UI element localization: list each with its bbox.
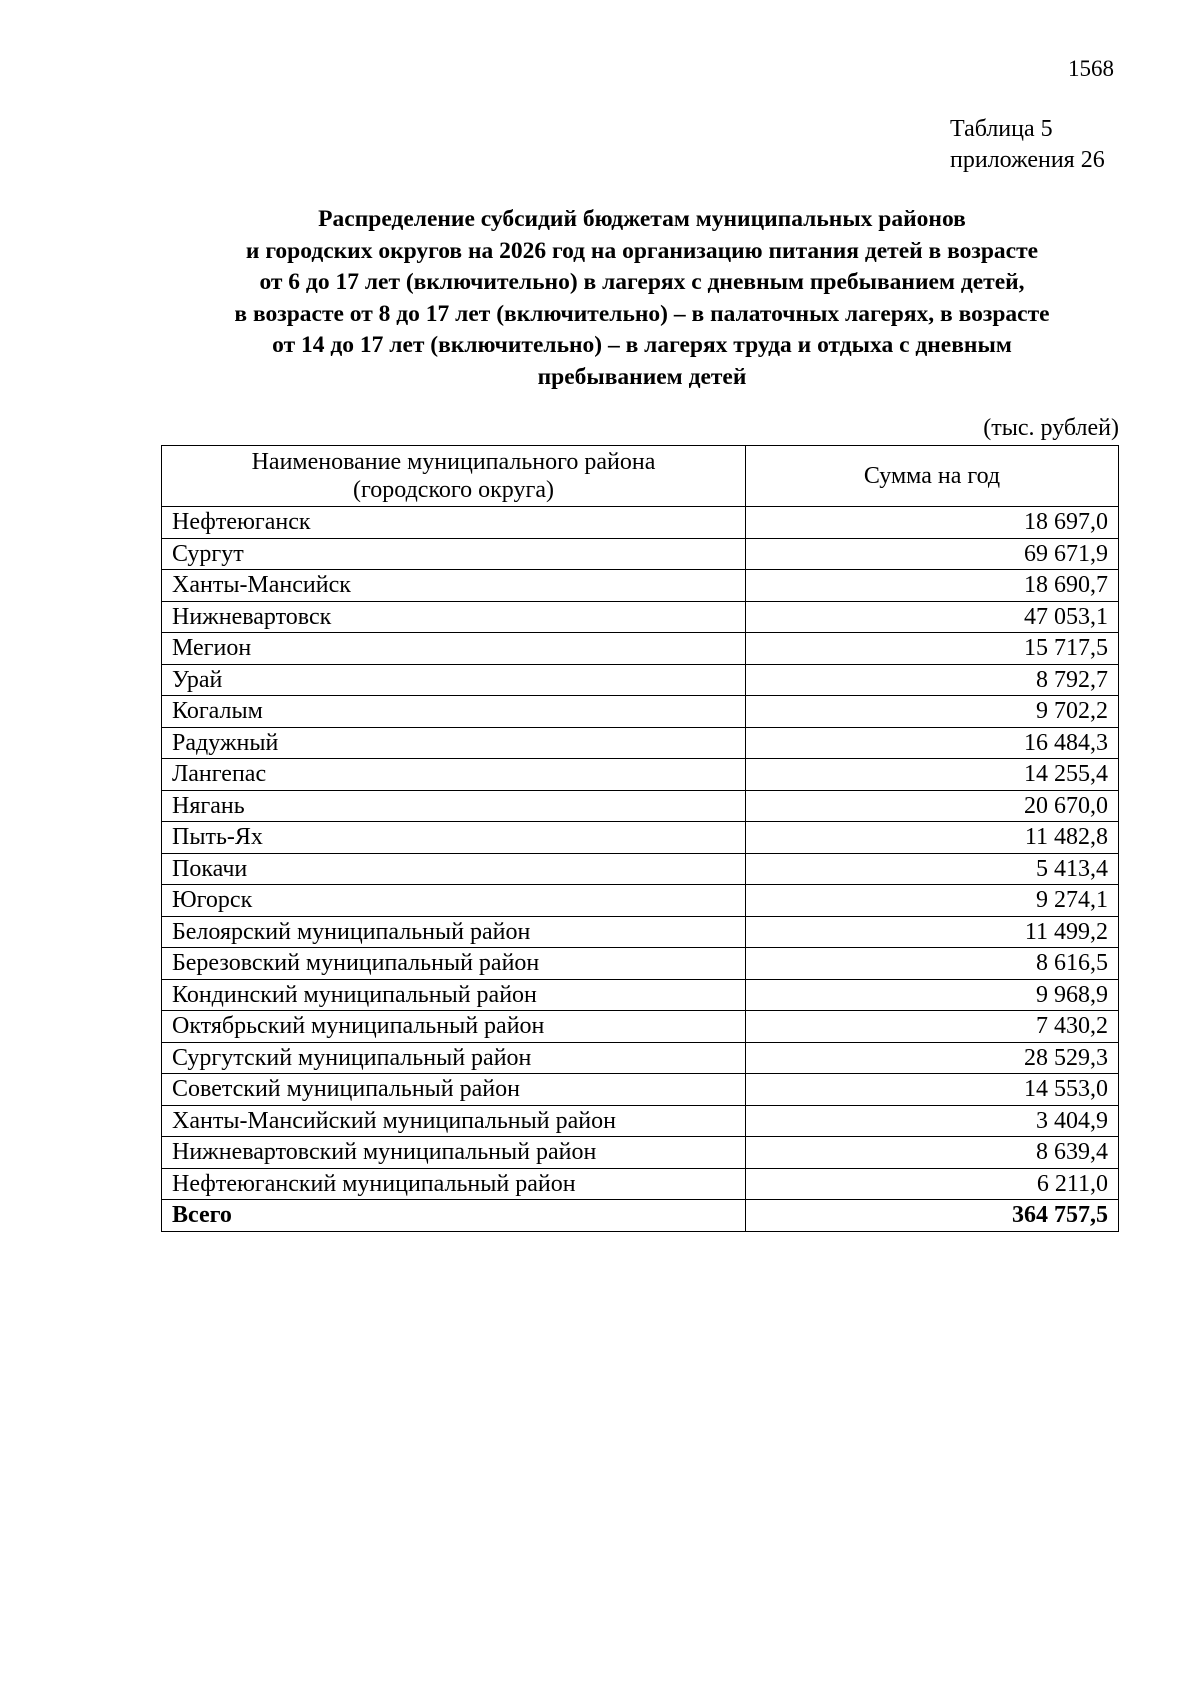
header-name-line: Наименование муниципального района (251, 449, 656, 475)
table-row (162, 916, 1119, 948)
table-row (162, 822, 1119, 854)
table-row (162, 1137, 1119, 1169)
document-title (160, 204, 1124, 393)
table-row (162, 1042, 1119, 1074)
row-name: Нефтеюганск (162, 507, 746, 539)
table-row (162, 664, 1119, 696)
title-line: и городских округов на 2026 год на организацию питания детей в возрасте (245, 237, 1039, 264)
row-name: Урай (162, 664, 746, 696)
row-sum: 69 671,9 (746, 538, 1119, 570)
row-name: Нефтеюганский муниципальный район (162, 1168, 746, 1200)
table-row (162, 1074, 1119, 1106)
table-row (162, 885, 1119, 917)
row-name: Пыть-Ях (162, 822, 746, 854)
row-sum: 16 484,3 (746, 727, 1119, 759)
table-row (162, 570, 1119, 602)
table-row (162, 538, 1119, 570)
row-name: Покачи (162, 853, 746, 885)
total-row (162, 1200, 1119, 1232)
table-row (162, 1105, 1119, 1137)
row-sum: 15 717,5 (746, 633, 1119, 665)
row-sum: 9 968,9 (746, 979, 1119, 1011)
row-name: Сургутский муниципальный район (162, 1042, 746, 1074)
row-sum: 8 639,4 (746, 1137, 1119, 1169)
title-line: пребыванием детей (537, 363, 747, 390)
row-sum: 3 404,9 (746, 1105, 1119, 1137)
row-name: Когалым (162, 696, 746, 728)
row-sum: 6 211,0 (746, 1168, 1119, 1200)
row-name: Нягань (162, 790, 746, 822)
subsidy-table (161, 445, 1119, 1232)
header-name-line: (городского округа) (353, 477, 554, 503)
row-name: Нижневартовский муниципальный район (162, 1137, 746, 1169)
row-name: Сургут (162, 538, 746, 570)
table-ref-line: приложения 26 (950, 147, 1105, 173)
row-sum: 28 529,3 (746, 1042, 1119, 1074)
table-row (162, 853, 1119, 885)
row-name: Октябрьский муниципальный район (162, 1011, 746, 1043)
table-row (162, 507, 1119, 539)
row-sum: 47 053,1 (746, 601, 1119, 633)
row-name: Березовский муниципальный район (162, 948, 746, 980)
row-name: Ханты-Мансийск (162, 570, 746, 602)
row-name: Советский муниципальный район (162, 1074, 746, 1106)
row-name: Лангепас (162, 759, 746, 791)
title-line: Распределение субсидий бюджетам муниципальных районов (318, 206, 966, 232)
row-name: Кондинский муниципальный район (162, 979, 746, 1011)
row-sum: 9 274,1 (746, 885, 1119, 917)
table-header-row (162, 446, 1119, 507)
row-sum: 14 255,4 (746, 759, 1119, 791)
title-line: от 6 до 17 лет (включительно) в лагерях с дневным пребыванием детей, (259, 269, 1025, 295)
table-ref-line: Таблица 5 (950, 116, 1053, 142)
table-row (162, 696, 1119, 728)
row-sum: 9 702,2 (746, 696, 1119, 728)
table-row (162, 1168, 1119, 1200)
row-name: Югорск (162, 885, 746, 917)
table-row (162, 759, 1119, 791)
row-sum: 18 690,7 (746, 570, 1119, 602)
title-line: от 14 до 17 лет (включительно) – в лагерях труда и отдыха с дневным (272, 332, 1012, 358)
table-row (162, 790, 1119, 822)
header-name (162, 446, 746, 507)
table-row (162, 948, 1119, 980)
total-sum: 364 757,5 (746, 1200, 1119, 1232)
row-sum: 5 413,4 (746, 853, 1119, 885)
row-sum: 14 553,0 (746, 1074, 1119, 1106)
row-name: Нижневартовск (162, 601, 746, 633)
row-sum: 8 792,7 (746, 664, 1119, 696)
table-row (162, 633, 1119, 665)
table-row (162, 1011, 1119, 1043)
row-sum: 8 616,5 (746, 948, 1119, 980)
header-sum: Сумма на год (746, 446, 1119, 507)
row-sum: 18 697,0 (746, 507, 1119, 539)
row-name: Мегион (162, 633, 746, 665)
row-sum: 7 430,2 (746, 1011, 1119, 1043)
title-line: в возрасте от 8 до 17 лет (включительно) – в палаточных лагерях, в возрасте (234, 300, 1050, 327)
table-reference (950, 114, 1105, 176)
row-sum: 20 670,0 (746, 790, 1119, 822)
total-label: Всего (162, 1200, 746, 1232)
row-name: Белоярский муниципальный район (162, 916, 746, 948)
table-row (162, 979, 1119, 1011)
page-number: 1568 (1068, 56, 1114, 81)
row-name: Радужный (162, 727, 746, 759)
row-name: Ханты-Мансийский муниципальный район (162, 1105, 746, 1137)
row-sum: 11 482,8 (746, 822, 1119, 854)
units-label: (тыс. рублей) (983, 415, 1119, 441)
table-row (162, 601, 1119, 633)
row-sum: 11 499,2 (746, 916, 1119, 948)
table-row (162, 727, 1119, 759)
